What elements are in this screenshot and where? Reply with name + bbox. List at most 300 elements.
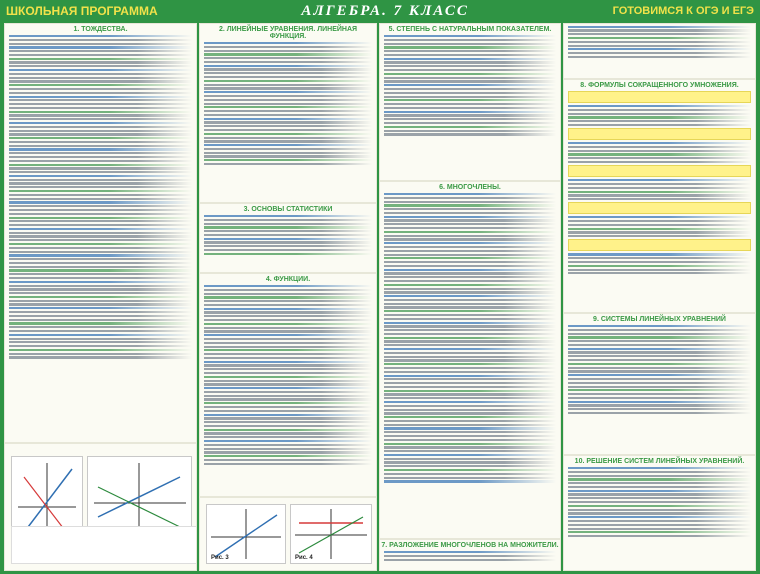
text-line bbox=[9, 179, 192, 181]
text-line bbox=[384, 50, 556, 52]
text-line bbox=[384, 122, 556, 124]
text-line bbox=[384, 92, 556, 94]
text-line bbox=[204, 53, 372, 55]
text-line bbox=[204, 46, 372, 48]
text-line bbox=[568, 535, 751, 537]
text-line bbox=[9, 281, 192, 283]
text-line bbox=[204, 300, 372, 302]
text-line bbox=[9, 198, 192, 200]
text-line bbox=[568, 393, 751, 395]
text-line bbox=[384, 443, 556, 445]
text-line bbox=[9, 103, 192, 105]
text-line bbox=[384, 73, 556, 75]
text-line bbox=[568, 359, 751, 361]
text-line bbox=[9, 338, 192, 340]
text-line bbox=[204, 410, 372, 412]
text-line bbox=[204, 440, 372, 442]
text-line bbox=[568, 56, 751, 58]
text-line bbox=[384, 344, 556, 346]
text-line bbox=[384, 118, 556, 120]
text-line bbox=[568, 265, 751, 267]
text-line bbox=[9, 356, 192, 358]
text-line bbox=[204, 163, 372, 165]
text-line bbox=[204, 238, 372, 240]
text-line bbox=[9, 194, 192, 196]
text-line bbox=[9, 217, 192, 219]
text-line bbox=[384, 126, 556, 128]
publisher-text bbox=[12, 527, 197, 531]
text-line bbox=[384, 405, 556, 407]
text-line bbox=[204, 103, 372, 105]
text-line bbox=[384, 340, 556, 342]
text-line bbox=[9, 353, 192, 355]
header-left-title: ШКОЛЬНАЯ ПРОГРАММА bbox=[6, 4, 158, 18]
text-line bbox=[568, 512, 751, 514]
text-line bbox=[204, 42, 372, 44]
text-line bbox=[568, 216, 751, 218]
text-line bbox=[384, 111, 556, 113]
text-line bbox=[204, 357, 372, 359]
text-line bbox=[204, 106, 372, 108]
text-line bbox=[9, 273, 192, 275]
panel-graphs-col1 bbox=[4, 443, 197, 571]
text-line bbox=[384, 412, 556, 414]
text-line bbox=[568, 370, 751, 372]
column-1 bbox=[4, 23, 197, 570]
text-line bbox=[204, 383, 372, 385]
text-line bbox=[9, 167, 192, 169]
text-line bbox=[568, 161, 751, 163]
text-line bbox=[204, 414, 372, 416]
text-line bbox=[9, 160, 192, 162]
text-line bbox=[204, 406, 372, 408]
panel-graphs-col2 bbox=[199, 497, 377, 571]
text-line bbox=[568, 198, 751, 200]
text-line bbox=[204, 72, 372, 74]
text-line bbox=[204, 349, 372, 351]
text-line bbox=[9, 224, 192, 226]
text-line bbox=[384, 96, 556, 98]
panel-top-right bbox=[563, 23, 756, 79]
text-line bbox=[384, 46, 556, 48]
text-line bbox=[204, 133, 372, 135]
text-line bbox=[384, 235, 556, 237]
text-line bbox=[384, 261, 556, 263]
text-line bbox=[568, 408, 751, 410]
text-line bbox=[568, 471, 751, 473]
text-line bbox=[204, 391, 372, 393]
text-line bbox=[568, 220, 751, 222]
text-line bbox=[568, 509, 751, 511]
text-line bbox=[384, 446, 556, 448]
text-line bbox=[9, 39, 192, 41]
text-line bbox=[204, 230, 372, 232]
text-line bbox=[9, 345, 192, 347]
text-line bbox=[568, 231, 751, 233]
text-line bbox=[204, 368, 372, 370]
text-line bbox=[568, 194, 751, 196]
text-line bbox=[568, 157, 751, 159]
text-line bbox=[204, 293, 372, 295]
text-line bbox=[568, 524, 751, 526]
text-line bbox=[9, 50, 192, 52]
panel-identities bbox=[4, 23, 197, 443]
text-line bbox=[568, 404, 751, 406]
text-line bbox=[384, 257, 556, 259]
text-line bbox=[204, 99, 372, 101]
text-line bbox=[204, 308, 372, 310]
text-line bbox=[9, 190, 192, 192]
text-line bbox=[9, 96, 192, 98]
text-line bbox=[384, 375, 556, 377]
text-line bbox=[204, 315, 372, 317]
figure-caption: Рис. 3 bbox=[211, 555, 229, 561]
text-line bbox=[9, 145, 192, 147]
text-line bbox=[204, 459, 372, 461]
text-line bbox=[384, 420, 556, 422]
text-line bbox=[9, 269, 192, 271]
text-line bbox=[9, 315, 192, 317]
text-line bbox=[9, 341, 192, 343]
text-line bbox=[568, 120, 751, 122]
text-line bbox=[384, 272, 556, 274]
text-line bbox=[384, 424, 556, 426]
text-line bbox=[568, 26, 751, 28]
text-line bbox=[204, 353, 372, 355]
text-line bbox=[384, 254, 556, 256]
text-line bbox=[9, 137, 192, 139]
text-line bbox=[384, 69, 556, 71]
text-line bbox=[384, 337, 556, 339]
text-line bbox=[568, 269, 751, 271]
text-line bbox=[384, 299, 556, 301]
text-line bbox=[9, 43, 192, 45]
text-line bbox=[384, 103, 556, 105]
text-line bbox=[568, 478, 751, 480]
text-line bbox=[204, 448, 372, 450]
text-line bbox=[9, 213, 192, 215]
text-line bbox=[9, 251, 192, 253]
text-line bbox=[384, 77, 556, 79]
text-line bbox=[568, 257, 751, 259]
text-line bbox=[204, 330, 372, 332]
text-line bbox=[9, 80, 192, 82]
text-line bbox=[568, 48, 751, 50]
header-right-title: ГОТОВИМСЯ К ОГЭ И ЕГЭ bbox=[612, 5, 754, 17]
text-line bbox=[384, 276, 556, 278]
text-line bbox=[204, 289, 372, 291]
text-line bbox=[568, 475, 751, 477]
text-line bbox=[384, 114, 556, 116]
text-line bbox=[204, 215, 372, 217]
text-line bbox=[568, 105, 751, 107]
text-line bbox=[204, 304, 372, 306]
text-line bbox=[204, 372, 372, 374]
text-line bbox=[204, 129, 372, 131]
text-line bbox=[204, 327, 372, 329]
text-line bbox=[9, 141, 192, 143]
text-line bbox=[204, 50, 372, 52]
text-line bbox=[204, 68, 372, 70]
text-line bbox=[568, 261, 751, 263]
text-line bbox=[568, 344, 751, 346]
text-line bbox=[568, 124, 751, 126]
text-line bbox=[204, 249, 372, 251]
text-line bbox=[204, 338, 372, 340]
text-line bbox=[204, 155, 372, 157]
text-line bbox=[384, 201, 556, 203]
text-line bbox=[9, 232, 192, 234]
text-line bbox=[384, 450, 556, 452]
text-line bbox=[204, 140, 372, 142]
text-line bbox=[9, 148, 192, 150]
highlight-box bbox=[568, 165, 751, 177]
text-line bbox=[9, 61, 192, 63]
text-line bbox=[384, 329, 556, 331]
text-line bbox=[204, 398, 372, 400]
text-line bbox=[384, 473, 556, 475]
text-line bbox=[568, 33, 751, 35]
text-line bbox=[384, 291, 556, 293]
text-line bbox=[9, 182, 192, 184]
text-line bbox=[384, 130, 556, 132]
text-line bbox=[9, 65, 192, 67]
text-line bbox=[384, 465, 556, 467]
text-line bbox=[568, 113, 751, 115]
text-line bbox=[9, 311, 192, 313]
text-line bbox=[384, 204, 556, 206]
text-line bbox=[568, 29, 751, 31]
text-line bbox=[204, 144, 372, 146]
text-line bbox=[568, 191, 751, 193]
text-line bbox=[568, 401, 751, 403]
text-line bbox=[204, 432, 372, 434]
text-line bbox=[568, 325, 751, 327]
text-line bbox=[568, 142, 751, 144]
panel-functions bbox=[199, 273, 377, 497]
panel-solving-systems bbox=[563, 455, 756, 571]
text-line bbox=[384, 193, 556, 195]
text-line bbox=[9, 334, 192, 336]
section-title-2: 2. ЛИНЕЙНЫЕ УРАВНЕНИЯ. ЛИНЕЙНАЯ ФУНКЦИЯ. bbox=[218, 26, 358, 40]
text-line bbox=[9, 262, 192, 264]
text-line bbox=[384, 223, 556, 225]
highlight-box bbox=[568, 239, 751, 251]
text-line bbox=[384, 107, 556, 109]
text-line bbox=[204, 425, 372, 427]
section-title-6: 6. МНОГОЧЛЕНЫ. bbox=[439, 184, 501, 191]
text-line bbox=[568, 378, 751, 380]
text-line bbox=[204, 223, 372, 225]
text-line bbox=[204, 395, 372, 397]
text-line bbox=[204, 110, 372, 112]
text-line bbox=[384, 371, 556, 373]
text-line bbox=[204, 311, 372, 313]
text-line bbox=[204, 376, 372, 378]
text-line bbox=[204, 118, 372, 120]
text-line bbox=[9, 54, 192, 56]
text-line bbox=[384, 58, 556, 60]
text-line bbox=[568, 41, 751, 43]
text-line bbox=[204, 226, 372, 228]
text-line bbox=[9, 330, 192, 332]
text-line bbox=[204, 95, 372, 97]
text-line bbox=[9, 77, 192, 79]
text-line bbox=[384, 212, 556, 214]
text-line bbox=[9, 118, 192, 120]
text-line bbox=[384, 555, 556, 557]
text-line bbox=[204, 436, 372, 438]
text-line bbox=[568, 187, 751, 189]
text-line bbox=[568, 490, 751, 492]
text-line bbox=[568, 367, 751, 369]
text-line bbox=[568, 153, 751, 155]
publisher-info bbox=[11, 526, 197, 564]
text-line bbox=[9, 107, 192, 109]
text-line bbox=[568, 531, 751, 533]
text-line bbox=[204, 76, 372, 78]
text-line bbox=[204, 429, 372, 431]
text-line bbox=[384, 393, 556, 395]
text-line bbox=[384, 219, 556, 221]
text-line bbox=[568, 336, 751, 338]
text-line bbox=[204, 241, 372, 243]
text-line bbox=[9, 235, 192, 237]
text-line bbox=[568, 224, 751, 226]
text-line bbox=[384, 288, 556, 290]
text-line bbox=[204, 121, 372, 123]
panel-abbrev-mult bbox=[563, 79, 756, 313]
text-line bbox=[384, 80, 556, 82]
text-line bbox=[9, 201, 192, 203]
text-line bbox=[384, 461, 556, 463]
text-line bbox=[568, 351, 751, 353]
text-line bbox=[204, 380, 372, 382]
text-line bbox=[384, 469, 556, 471]
column-3 bbox=[379, 23, 561, 570]
text-line bbox=[384, 314, 556, 316]
panel-polynomials bbox=[379, 181, 561, 539]
text-line bbox=[568, 329, 751, 331]
text-line bbox=[384, 84, 556, 86]
text-line bbox=[384, 246, 556, 248]
text-line bbox=[9, 133, 192, 135]
text-line bbox=[9, 209, 192, 211]
text-line bbox=[384, 390, 556, 392]
text-line bbox=[384, 265, 556, 267]
text-line bbox=[384, 242, 556, 244]
text-line bbox=[568, 482, 751, 484]
text-line bbox=[204, 80, 372, 82]
text-line bbox=[384, 348, 556, 350]
text-line bbox=[568, 146, 751, 148]
text-line bbox=[9, 247, 192, 249]
text-line bbox=[9, 58, 192, 60]
text-line bbox=[384, 65, 556, 67]
text-line bbox=[568, 355, 751, 357]
text-line bbox=[568, 116, 751, 118]
text-line bbox=[568, 45, 751, 47]
text-line bbox=[9, 220, 192, 222]
section-title-7: 7. РАЗЛОЖЕНИЕ МНОГОЧЛЕНОВ НА МНОЖИТЕЛИ. bbox=[381, 542, 559, 549]
text-line bbox=[204, 152, 372, 154]
text-line bbox=[384, 61, 556, 63]
text-line bbox=[9, 99, 192, 101]
highlight-box bbox=[568, 202, 751, 214]
text-line bbox=[568, 501, 751, 503]
text-line bbox=[204, 444, 372, 446]
text-line bbox=[204, 253, 372, 255]
text-line bbox=[9, 326, 192, 328]
text-line bbox=[384, 439, 556, 441]
text-line bbox=[384, 551, 556, 553]
panel-factoring bbox=[379, 539, 561, 571]
text-line bbox=[9, 171, 192, 173]
text-line bbox=[204, 417, 372, 419]
text-line bbox=[9, 307, 192, 309]
text-line bbox=[384, 99, 556, 101]
text-line bbox=[568, 520, 751, 522]
text-line bbox=[204, 234, 372, 236]
text-line bbox=[568, 109, 751, 111]
text-line bbox=[9, 303, 192, 305]
section-title-10: 10. РЕШЕНИЕ СИСТЕМ ЛИНЕЙНЫХ УРАВНЕНИЙ. bbox=[574, 458, 745, 465]
section-title-8: 8. ФОРМУЛЫ СОКРАЩЕННОГО УМНОЖЕНИЯ. bbox=[580, 82, 739, 89]
text-line bbox=[204, 245, 372, 247]
text-line bbox=[568, 528, 751, 530]
text-line bbox=[384, 306, 556, 308]
text-line bbox=[9, 266, 192, 268]
text-line bbox=[9, 296, 192, 298]
text-line bbox=[384, 250, 556, 252]
text-line bbox=[9, 73, 192, 75]
text-line bbox=[9, 130, 192, 132]
text-line bbox=[568, 374, 751, 376]
text-line bbox=[9, 228, 192, 230]
text-line bbox=[9, 285, 192, 287]
text-line bbox=[384, 480, 556, 482]
text-line bbox=[568, 37, 751, 39]
section-title-1: 1. ТОЖДЕСТВА. bbox=[73, 26, 128, 33]
text-line bbox=[204, 334, 372, 336]
text-line bbox=[9, 69, 192, 71]
text-line bbox=[384, 458, 556, 460]
text-line bbox=[384, 359, 556, 361]
text-line bbox=[204, 61, 372, 63]
text-line bbox=[568, 493, 751, 495]
text-line bbox=[204, 323, 372, 325]
text-line bbox=[384, 227, 556, 229]
text-line bbox=[9, 258, 192, 260]
text-line bbox=[568, 397, 751, 399]
text-line bbox=[9, 111, 192, 113]
text-line bbox=[204, 114, 372, 116]
text-line bbox=[9, 349, 192, 351]
text-line bbox=[204, 65, 372, 67]
text-line bbox=[568, 412, 751, 414]
text-line bbox=[384, 477, 556, 479]
text-line bbox=[568, 235, 751, 237]
text-line bbox=[9, 319, 192, 321]
panel-systems bbox=[563, 313, 756, 455]
text-line bbox=[9, 164, 192, 166]
text-line bbox=[384, 43, 556, 45]
column-2 bbox=[199, 23, 377, 570]
text-line bbox=[384, 322, 556, 324]
panel-statistics bbox=[199, 203, 377, 273]
text-line bbox=[384, 88, 556, 90]
text-line bbox=[568, 340, 751, 342]
